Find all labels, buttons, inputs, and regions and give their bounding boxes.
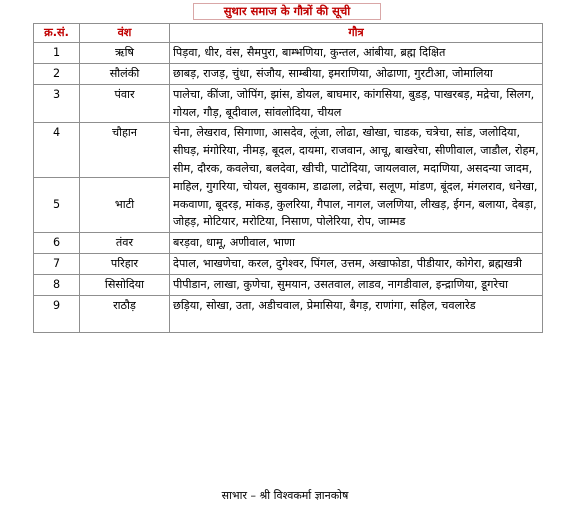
row-vansh: सिसोदिया [80,274,170,295]
gotra-table [33,23,543,333]
row-serial-no: 8 [34,274,80,295]
row-gotra-list: देपाल, भाखणेचा, करल, दुगेश्वर, पिंगल, उत्तम, अखाफोडा, पीडीयार, कोगेरा, ब्रह्मखत्री [170,253,543,274]
row-gotra-list: छड़िया, सोखा, उता, अडीचवाल, प्रेमासिया, बैगड़, राणांगा, सहिल, चवलारेड [170,295,543,332]
row-vansh: परिहार [80,253,170,274]
header-vansh: वंश [80,24,170,43]
table-row [34,43,543,64]
row-gotra-list [170,123,543,233]
row-gotra-list: पिड़वा, धीर, वंस, सैमपुरा, बाम्भणिया, कुन्तल, आंबीया, ब्रह्म दिक्षित [170,43,543,64]
row-serial-no: 7 [34,253,80,274]
table-row [34,295,543,332]
table-row [34,123,543,178]
row-gotra-list: पीपीडान, लाखा, कुणेचा, सुमयान, उसतवाल, लाडव, नागडीवाल, इन्द्राणिया, डूगरेचा [170,274,543,295]
row-serial-no: 5 [34,178,80,233]
table-row [34,253,543,274]
table-row [34,274,543,295]
row-serial-no: 9 [34,295,80,332]
row-serial-no: 3 [34,84,80,123]
gotra-list-bhati: जादम, माहिल, गुगरिया, चोयल, सुवकाम, डाढाला, लद्रेचा, सलूण, मांडण, बूंदल, मंगलराव, धनेखा, मकवाणा, बूदरड़, मांकड़, कुलरिया, गैपाल, नागल, जलणिया, लीखड़, ईगन, बलाया, देबड़ा, जोहड़, मोटियार, मरोटिया, निसाण, पोलेरिया, रोप, जाम्मड [173,161,538,229]
row-vansh: ऋषि [80,43,170,64]
row-vansh: सौलंकी [80,64,170,85]
page-title: सुथार समाज के गौत्रों की सूची [193,3,381,20]
row-vansh: तंवर [80,233,170,254]
header-serial-no: क्र.सं. [34,24,80,43]
row-gotra-list: बरड़वा, धामू, अणीवाल, भाणा [170,233,543,254]
row-gotra-list: छाबड़, राजड़, चुंधा, संजौय, साम्बीया, इमराणिया, ओढाणा, गुरटीआ, जोमालिया [170,64,543,85]
table-header-row [34,24,543,43]
row-serial-no: 6 [34,233,80,254]
source-credit: साभार – श्री विश्वकर्मा ज्ञानकोष [221,489,349,502]
row-serial-no: 1 [34,43,80,64]
row-vansh: भाटी [80,178,170,233]
table-row [34,84,543,123]
row-gotra-list: पालेचा, कींजा, जोपिंग, झांस, डोयल, बाघमार, कांगसिया, बुडड़, पाखरबड़, मद्रेचा, सिलग, गोयल, गौड़, बूदीवाल, सांवलोदिया, चीयल [170,84,543,123]
row-serial-no: 2 [34,64,80,85]
row-vansh: राठौड़ [80,295,170,332]
table-row [34,233,543,254]
table-row [34,64,543,85]
gotra-list-chauhan: चेना, लेखराव, सिगाणा, आसदेव, लूंजा, लोढा, खोखा, चाडक, चत्रेचा, सांड, जलोदिया, सीघड़, मंगोरिया, नीमड़, बूदल, दायमा, राजवान, आचू, बाखरेचा, सीणीवाल, जाडौल, रोहम, सीम, दौरक, कवलेचा, बलदेवा, खीची, पाटोदिया, जायलवाल, मदाणिया, असदन्या [173,126,539,175]
row-serial-no: 4 [34,123,80,178]
header-gotra: गौत्र [170,24,543,43]
row-vansh: पंवार [80,84,170,123]
row-vansh: चौहान [80,123,170,178]
